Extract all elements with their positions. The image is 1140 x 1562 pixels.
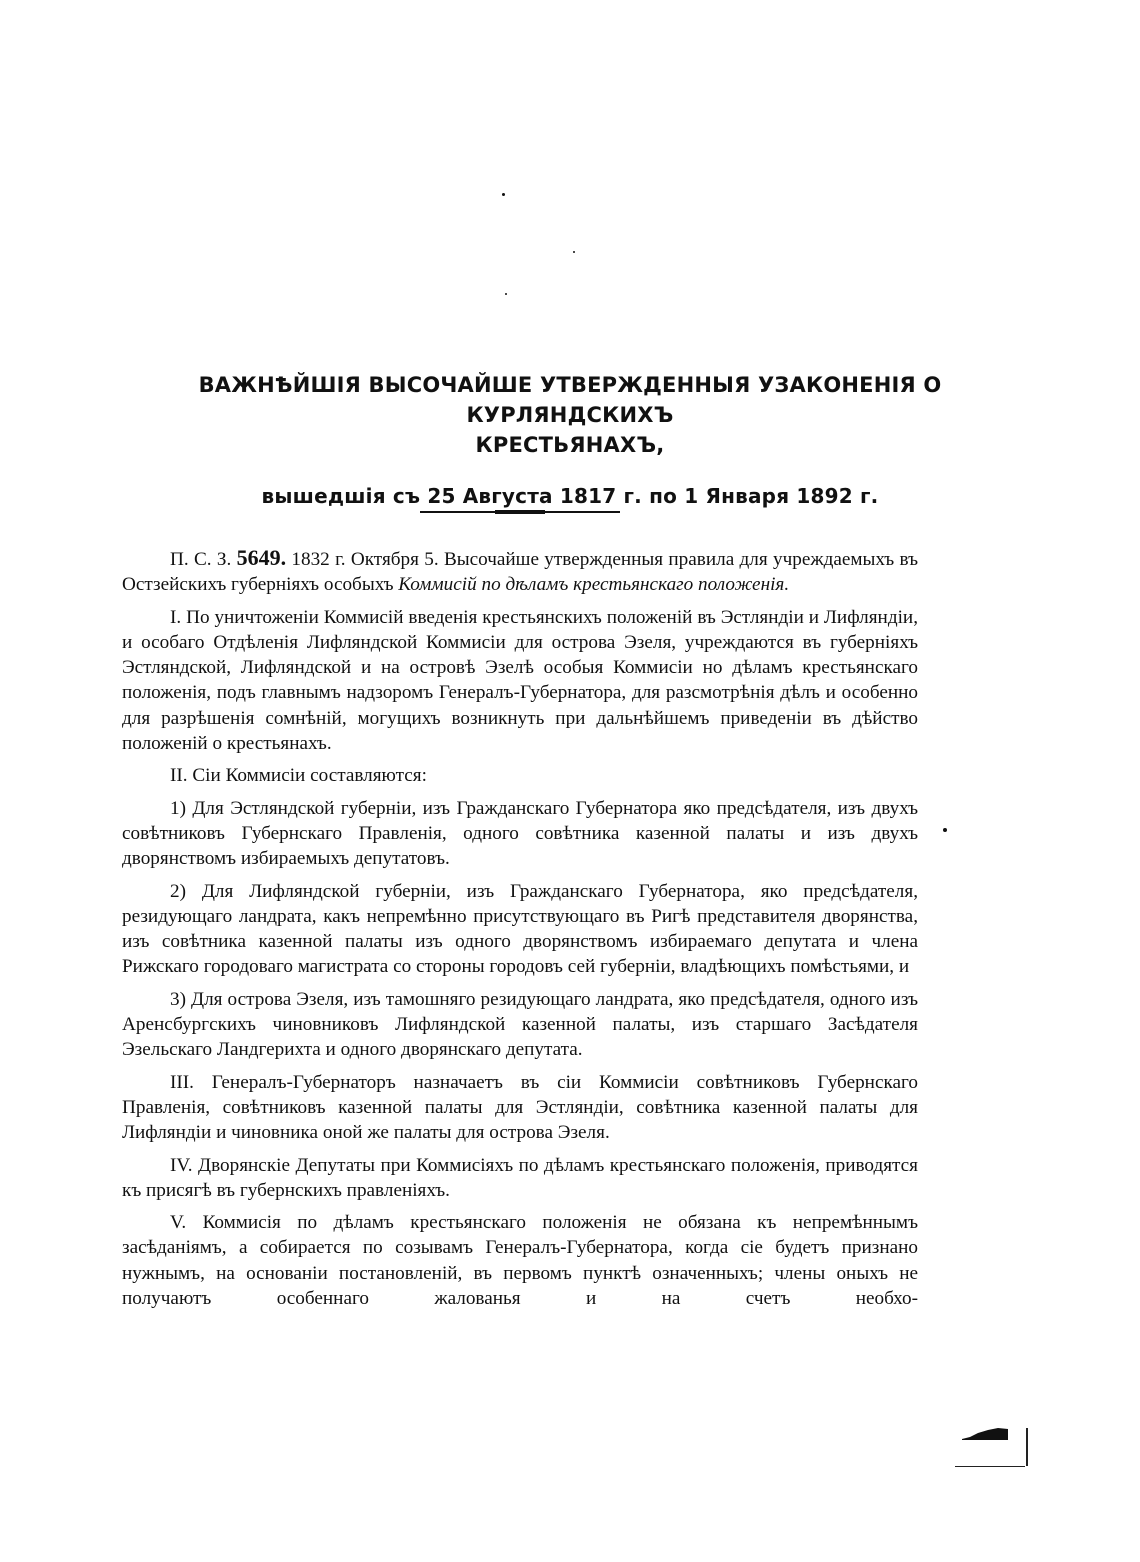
article-paragraph: 1) Для Эстляндской губерніи, изъ Гражданскаго Губернатора яко предсѣдателя, изъ двухъ совѣтниковъ Губернскаго Правленія, одного совѣтника казенной палаты и изъ двухъ дворянствомъ избираемыхъ депутатовъ. <box>122 797 918 870</box>
page-speck <box>505 293 507 295</box>
page-speck <box>502 193 505 196</box>
article-paragraph: IV. Дворянскіе Депутаты при Коммисіяхъ по дѣламъ крестьянскаго положенія, приводятся къ присягѣ въ губернскихъ правленіяхъ. <box>122 1154 918 1201</box>
document-title: ВАЖНѢЙШІЯ ВЫСОЧАЙШЕ УТВЕРЖДЕННЫЯ УЗАКОНЕНІЯ О КУРЛЯНДСКИХЪ <box>198 373 942 427</box>
title-block <box>100 370 1040 510</box>
page-speck <box>943 828 947 832</box>
article-paragraph: 2) Для Лифляндской губерніи, изъ Гражданскаго Губернатора, яко предсѣдателя, резидующаго ландрата, какъ непремѣнно присутствующаго въ Ригѣ представителя дворянства, изъ совѣтника казенной палаты изъ одного дворянствомъ избираемаго депутата и члена Рижскаго городоваго магистрата со стороны городовъ сей губерніи, владѣющихъ помѣстьями, и <box>122 880 918 978</box>
scan-artifact-icon <box>960 1427 1010 1441</box>
intro-text: 1832 г. Октября 5. Высочайше утвержденныя правила для учреждаемыхъ въ Остзейскихъ губерніяхъ особыхъ <box>122 549 919 596</box>
article-paragraph: 3) Для острова Эзеля, изъ тамошняго резидующаго ландрата, яко предсѣдателя, одного изъ Аренсбургскихъ чиновниковъ Лифляндской казенной палаты, изъ старшаго Засѣдателя Эзельскаго Ландгерихта и одного дворянскаго депутата. <box>122 988 918 1061</box>
title-divider-center <box>495 510 545 514</box>
intro-italic: Коммисій по дѣламъ крестьянскаго положенія. <box>398 574 790 596</box>
scan-edge-line <box>1026 1428 1028 1466</box>
article-paragraph: III. Генералъ-Губернаторъ назначаетъ въ сіи Коммисіи совѣтниковъ Губернскаго Правленія, совѣтниковъ казенной палаты для Эстляндіи, совѣтника казенной палаты для Лифляндіи и чиновника оной же палаты для острова Эзеля. <box>122 1071 918 1144</box>
article-paragraph: V. Коммисія по дѣламъ крестьянскаго положенія не обязана къ непремѣннымъ засѣданіямъ, а собирается по созывамъ Генералъ-Губернатора, когда сіе будетъ признано нужнымъ, на основаніи постановленій, въ первомъ пунктѣ означенныхъ; члены оныхъ не получаютъ особеннаго жалованья и на счетъ необхо- <box>122 1212 918 1310</box>
intro-paragraph <box>122 545 918 598</box>
page-speck <box>573 251 575 253</box>
collection-ref: П. С. З. <box>170 549 232 570</box>
scan-edge-line <box>955 1466 1025 1467</box>
document-title-continued: КРЕСТЬЯНАХЪ, <box>475 433 665 457</box>
law-number: 5649. <box>236 545 287 570</box>
document-subtitle: вышедшія съ 25 Августа 1817 г. по 1 Января 1892 г. <box>261 484 879 508</box>
article-paragraph: II. Сіи Коммисіи составляются: <box>170 765 427 787</box>
article-paragraph: I. По уничтоженіи Коммисій введенія крестьянскихъ положеній въ Эстляндіи и Лифляндіи, и особаго Отдѣленія Лифляндской Коммисіи для острова Эзеля, учреждаются въ губерніяхъ Эстляндской, Лифляндской и на островѣ Эзелѣ особыя Коммисіи но дѣламъ крестьянскаго положенія, подъ главнымъ надзоромъ Генералъ-Губернатора, для разсмотрѣнія дѣлъ и особенно для разрѣшенія сомнѣній, могущихъ возникнуть при дальнѣйшемъ приведеніи въ дѣйство положеній о крестьянахъ. <box>122 606 918 755</box>
document-body <box>122 545 918 1318</box>
